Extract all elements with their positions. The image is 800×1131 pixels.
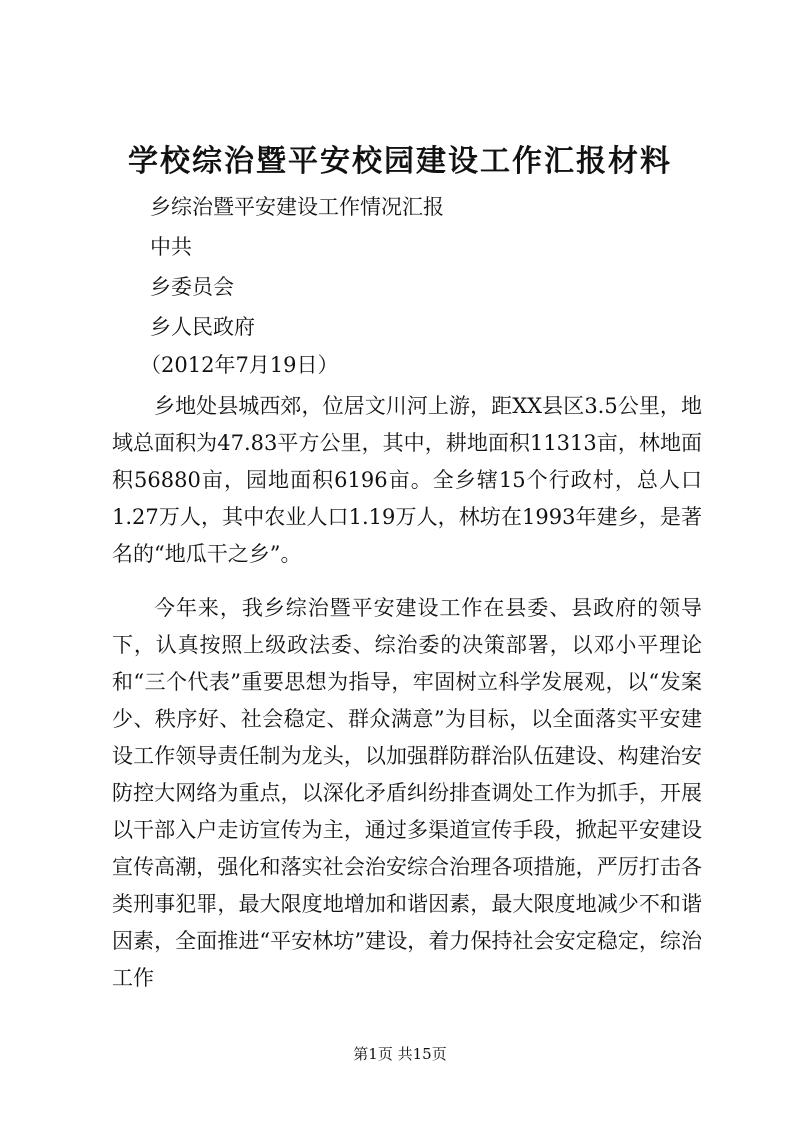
page-footer: 第1页 共15页 xyxy=(353,1045,447,1063)
paragraph-2: 今年来，我乡综治暨平安建设工作在县委、县政府的领导下，认真按照上级政法委、综治委的决策部署，以邓小平理论和“三个代表”重要思想为指导，牢固树立科学发展观，以“发案少、秩序好、社会稳定、群众满意”为目标，以全面落实平安建设工作领导责任制为龙头，以加强群防群治队伍建设、构建治安防控大网络为重点，以深化矛盾纠纷排查调处工作为抓手，开展以干部入户走访宣传为主，通过多渠道宣传手段，掀起平安建设宣传高潮，强化和落实社会治安综合治理各项措施，严厉打击各类刑事犯罪，最大限度地增加和谐因素，最大限度地减少不和谐因素，全面推进“平安林坊”建设，着力保持社会安定稳定，综治工作 xyxy=(112,596,702,990)
org-line-1: 中共 xyxy=(150,235,192,259)
document-title: 学校综治暨平安校园建设工作汇报材料 xyxy=(128,144,672,179)
paragraph-1: 乡地处县城西郊，位居文川河上游，距XX县区3.5公里，地域总面积为47.83平方公里，其中，耕地面积11313亩，林地面积56880亩，园地面积6196亩。全乡辖15个行政村，总人口1.27万人，其中农业人口1.19万人，林坊在1993年建乡，是著名的“地瓜干之乡”。 xyxy=(112,394,702,566)
org-line-2: 乡委员会 xyxy=(150,275,234,299)
report-subtitle: 乡综治暨平安建设工作情况汇报 xyxy=(150,195,444,219)
report-date: （2012年7月19日） xyxy=(140,353,339,377)
org-line-3: 乡人民政府 xyxy=(150,315,255,339)
